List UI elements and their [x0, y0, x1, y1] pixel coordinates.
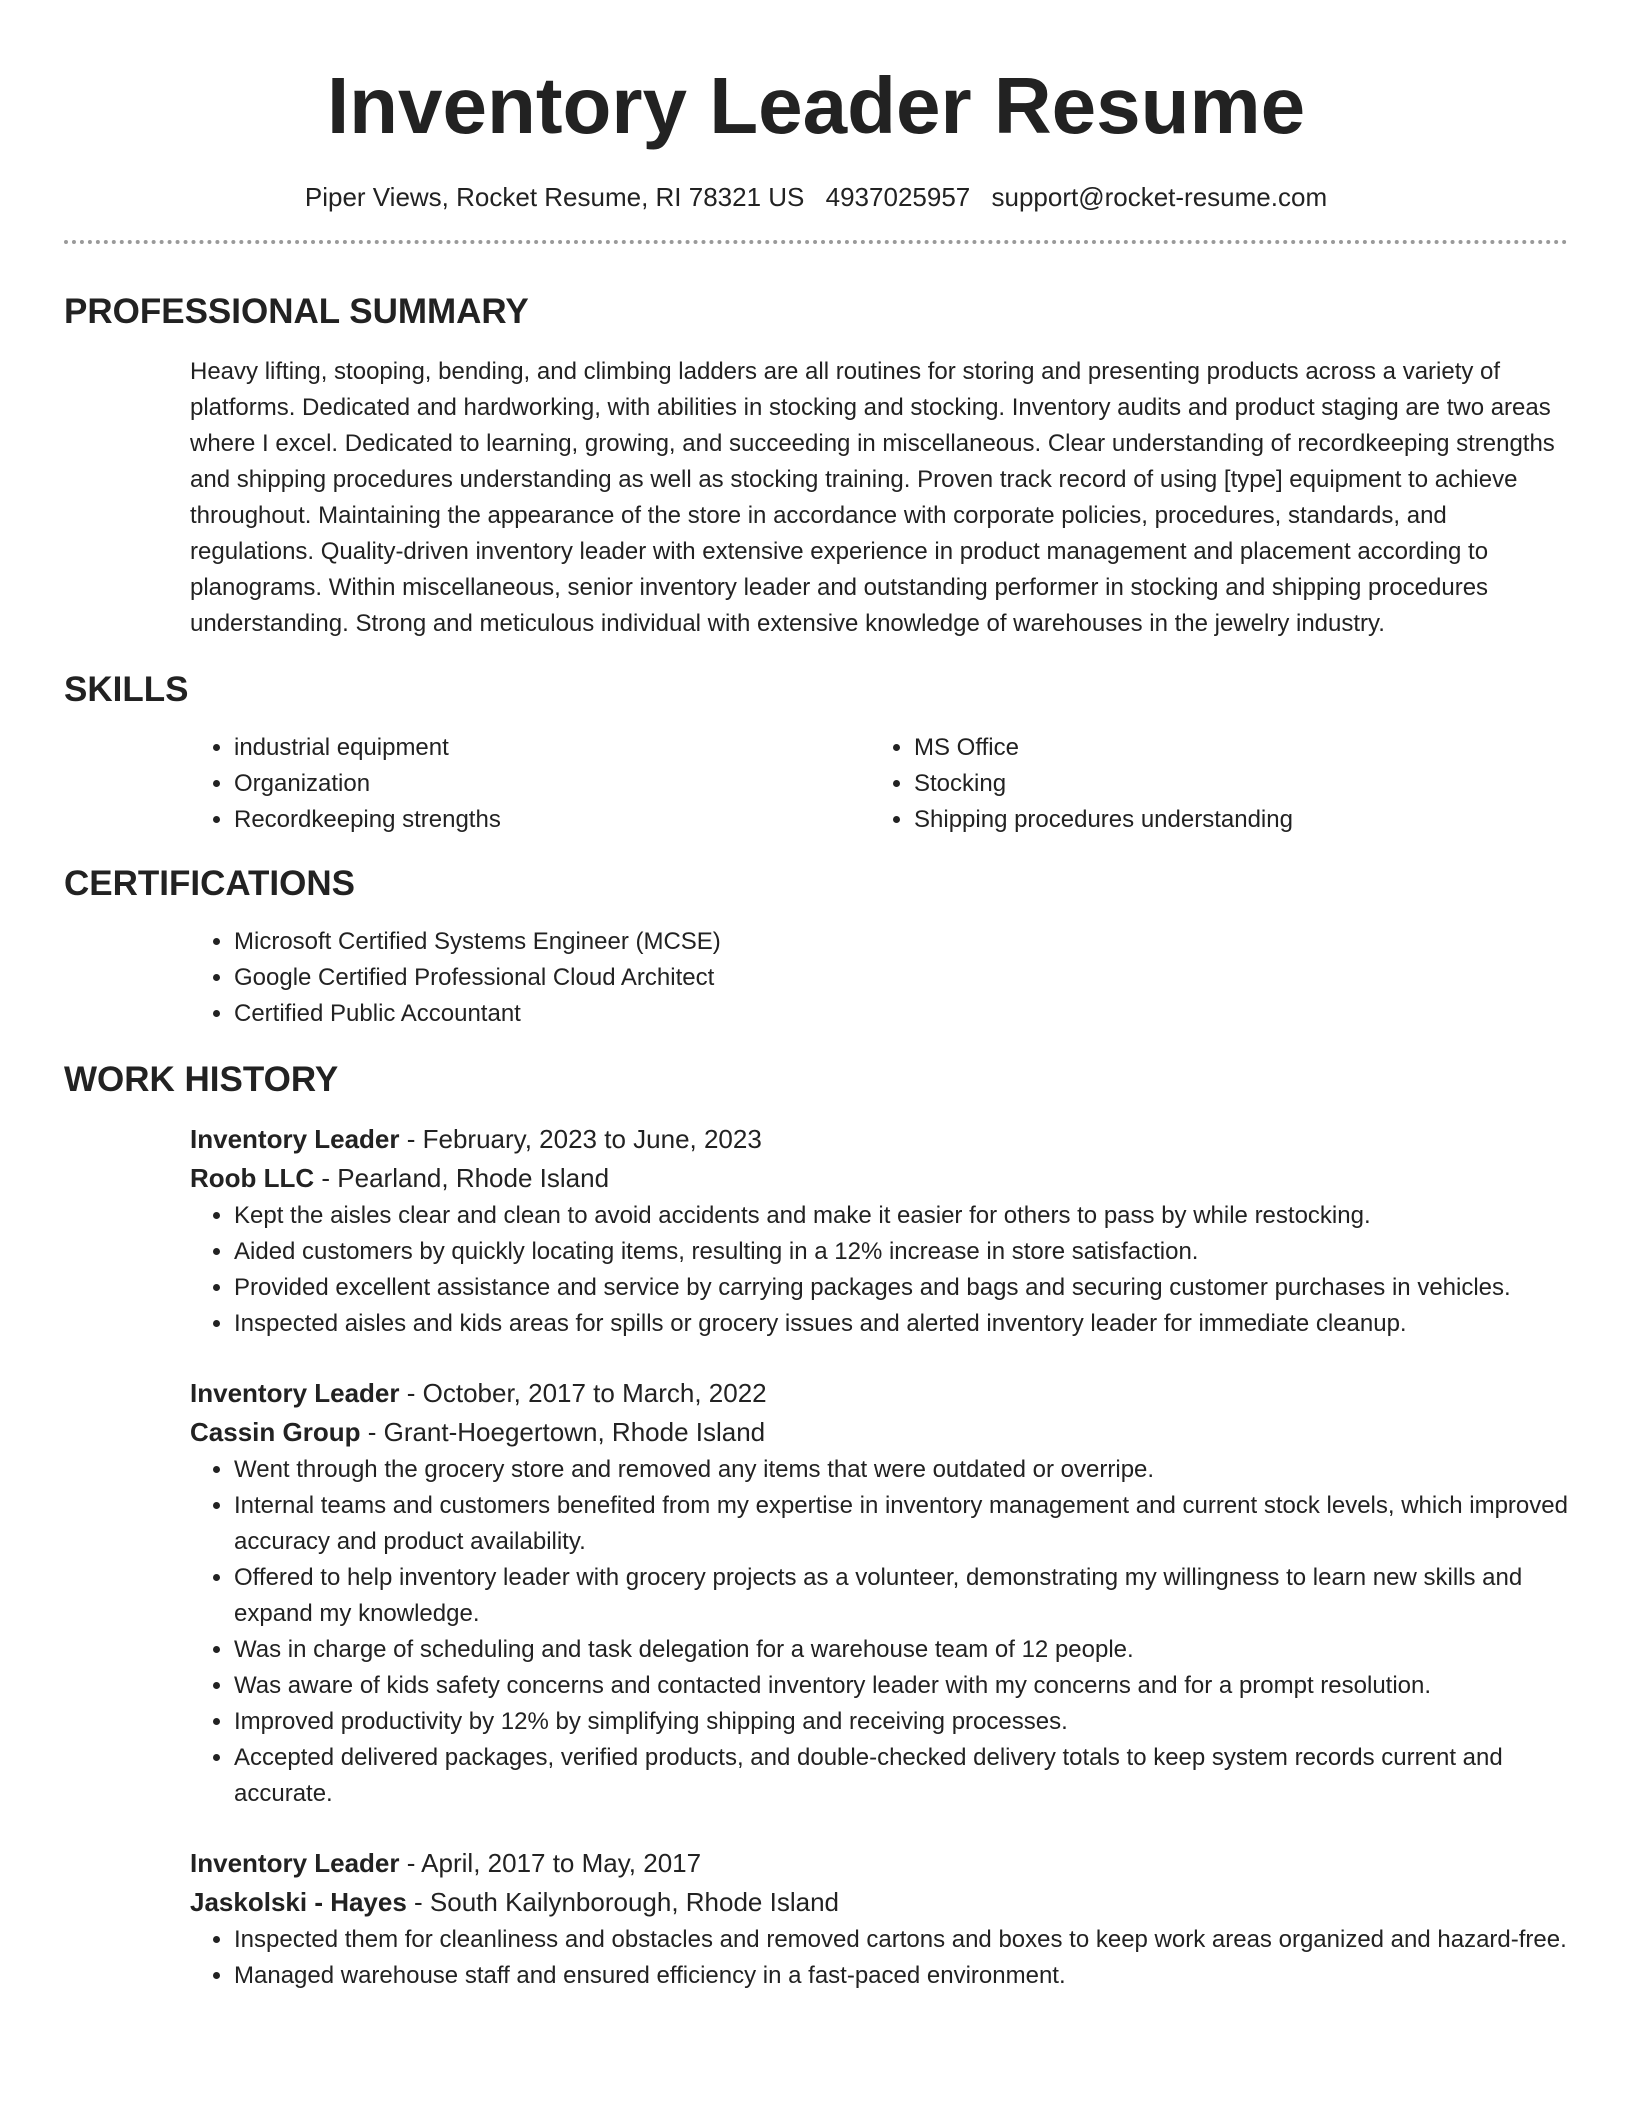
summary-heading: PROFESSIONAL SUMMARY: [64, 292, 529, 331]
job-dates: - February, 2023 to June, 2023: [399, 1124, 762, 1154]
skills-list-right: [870, 730, 1550, 838]
job-duty-item: • Inspected them for cleanliness and obstacles and removed cartons and boxes to keep work areas organized and hazard-free.: [234, 1922, 1568, 1958]
job-title-line: [190, 1120, 1568, 1159]
job-duty-item: • Went through the grocery store and removed any items that were outdated or overripe.: [234, 1452, 1568, 1488]
job-entry: [190, 1374, 1568, 1812]
job-entry: [190, 1844, 1568, 1994]
job-duty-item: • Offered to help inventory leader with grocery projects as a volunteer, demonstrating my willingness to learn new skills and expand my knowledge.: [234, 1560, 1568, 1632]
header-divider: [64, 240, 1568, 244]
skill-item: • MS Office: [914, 730, 1550, 766]
skills-grid: [190, 730, 1568, 838]
job-company: Roob LLC: [190, 1163, 315, 1193]
page-title: Inventory Leader Resume: [326, 61, 1306, 150]
job-duty-item: • Aided customers by quickly locating items, resulting in a 12% increase in store satisfaction.: [234, 1234, 1568, 1270]
job-entry: [190, 1120, 1568, 1342]
certification-item: • Google Certified Professional Cloud Architect: [234, 960, 1568, 996]
job-title: Inventory Leader: [190, 1378, 400, 1408]
job-duty-item: • Inspected aisles and kids areas for spills or grocery issues and alerted inventory leader for immediate cleanup.: [234, 1306, 1568, 1342]
job-dates: - April, 2017 to May, 2017: [399, 1848, 702, 1878]
job-duty-item: • Kept the aisles clear and clean to avoid accidents and make it easier for others to pass by while restocking.: [234, 1198, 1568, 1234]
job-company-line: [190, 1159, 1568, 1198]
contact-line: [64, 180, 1568, 214]
contact-address: Piper Views, Rocket Resume, RI 78321 US: [304, 182, 805, 212]
contact-phone: 4937025957: [825, 182, 971, 212]
skills-heading: SKILLS: [64, 670, 189, 709]
job-location: - Grant-Hoegertown, Rhode Island: [360, 1417, 766, 1447]
job-dates: - October, 2017 to March, 2022: [399, 1378, 767, 1408]
job-duties-list: [190, 1198, 1568, 1342]
skill-item: • industrial equipment: [234, 730, 870, 766]
job-duties-list: [190, 1922, 1568, 1994]
work-history-heading: WORK HISTORY: [64, 1060, 339, 1099]
job-duty-item: • Was in charge of scheduling and task delegation for a warehouse team of 12 people.: [234, 1632, 1568, 1668]
certification-item: • Microsoft Certified Systems Engineer (MCSE): [234, 924, 1568, 960]
resume-page: [64, 0, 1568, 1994]
skill-item: • Organization: [234, 766, 870, 802]
contact-email: support@rocket-resume.com: [991, 182, 1328, 212]
certification-item: • Certified Public Accountant: [234, 996, 1568, 1032]
skill-item: • Stocking: [914, 766, 1550, 802]
certifications-body: [190, 924, 1568, 1032]
job-company: Cassin Group: [190, 1417, 361, 1447]
skill-item: • Recordkeeping strengths: [234, 802, 870, 838]
skill-item: • Shipping procedures understanding: [914, 802, 1550, 838]
job-title: Inventory Leader: [190, 1124, 400, 1154]
job-location: - Pearland, Rhode Island: [314, 1163, 610, 1193]
job-duty-item: • Internal teams and customers benefited from my expertise in inventory management and current stock levels, which improved accuracy and product availability.: [234, 1488, 1568, 1560]
job-duty-item: • Was aware of kids safety concerns and contacted inventory leader with my concerns and for a prompt resolution.: [234, 1668, 1568, 1704]
certifications-list: [190, 924, 1568, 1032]
job-title-line: [190, 1844, 1568, 1883]
job-duty-item: • Managed warehouse staff and ensured efficiency in a fast-paced environment.: [234, 1958, 1568, 1994]
certifications-heading: CERTIFICATIONS: [64, 864, 356, 903]
job-company-line: [190, 1883, 1568, 1922]
job-location: - South Kailynborough, Rhode Island: [406, 1887, 839, 1917]
job-duty-item: • Provided excellent assistance and service by carrying packages and bags and securing customer purchases in vehicles.: [234, 1270, 1568, 1306]
job-duties-list: [190, 1452, 1568, 1812]
job-company: Jaskolski - Hayes: [190, 1887, 407, 1917]
skills-column-right: [870, 730, 1550, 838]
job-title: Inventory Leader: [190, 1848, 400, 1878]
skills-list-left: [190, 730, 870, 838]
job-duty-item: • Improved productivity by 12% by simplifying shipping and receiving processes.: [234, 1704, 1568, 1740]
work-history-list: [190, 1120, 1568, 1994]
job-company-line: [190, 1413, 1568, 1452]
skills-column-left: [190, 730, 870, 838]
job-duty-item: • Accepted delivered packages, verified products, and double-checked delivery totals to keep system records current and accurate.: [234, 1740, 1568, 1812]
summary-text: Heavy lifting, stooping, bending, and climbing ladders are all routines for storing and presenting products across a variety of platforms. Dedicated and hardworking, with abilities in stocking and stocking. Inventory audits and product staging are two areas where I excel. Dedicated to learning, growing, and succeeding in miscellaneous. Clear understanding of recordkeeping strengths and shipping procedures understanding as well as stocking training. Proven track record of using [type] equipment to achieve throughout. Maintaining the appearance of the store in accordance with corporate policies, procedures, standards, and regulations. Quality-driven inventory leader with extensive experience in product management and placement according to planograms. Within miscellaneous, senior inventory leader and outstanding performer in stocking and shipping procedures understanding. Strong and meticulous individual with extensive knowledge of warehouses in the jewelry industry.: [190, 358, 1555, 637]
job-title-line: [190, 1374, 1568, 1413]
